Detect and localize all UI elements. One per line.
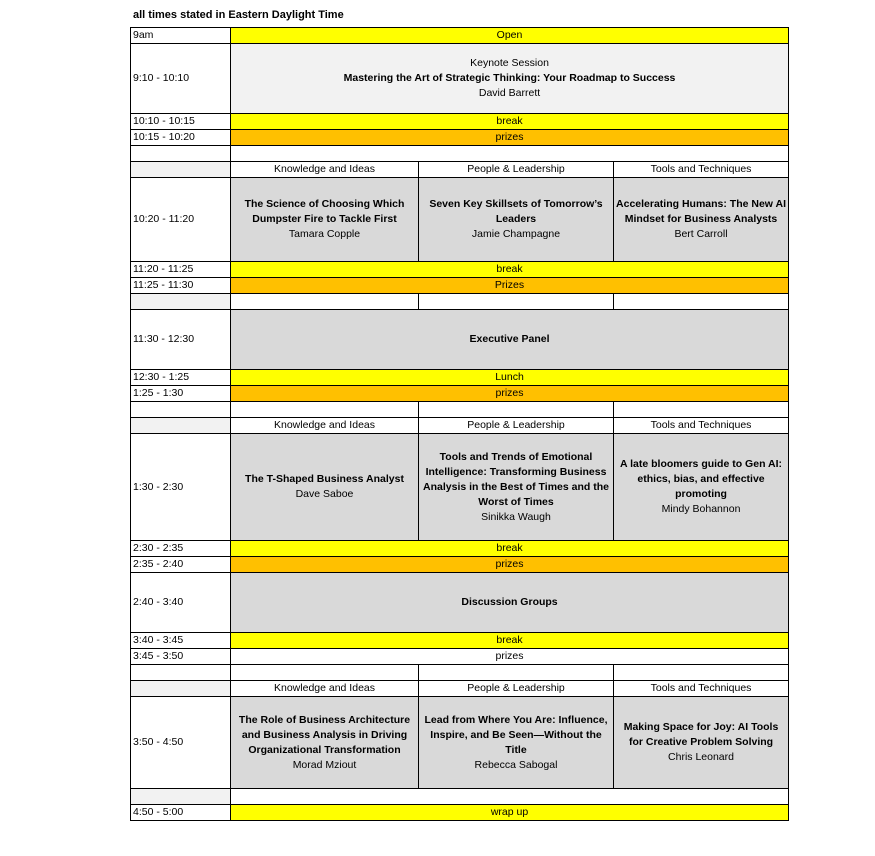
track-header-row [131, 418, 789, 434]
talk-speaker: Tamara Copple [288, 228, 361, 240]
time-cell: 9:10 - 10:10 [131, 44, 231, 114]
time-cell: 2:35 - 2:40 [131, 557, 231, 573]
spacer-cell [231, 146, 789, 162]
prizes-cell: prizes [231, 649, 789, 665]
talk-title: The T-Shaped Business Analyst [245, 473, 404, 485]
keynote-title: Mastering the Art of Strategic Thinking: Your Roadmap to Success [343, 72, 676, 84]
time-cell: 10:15 - 10:20 [131, 130, 231, 146]
panel-title: Executive Panel [469, 333, 550, 345]
break-cell: break [231, 541, 789, 557]
talk-title: Lead from Where You Are: Influence, Inspire, and Be Seen—Without the Title [424, 713, 608, 756]
track-header-tools: Tools and Techniques [614, 162, 789, 178]
header-blank-cell [131, 418, 231, 434]
time-cell: 3:45 - 3:50 [131, 649, 231, 665]
talk-title: Tools and Trends of Emotional Intelligence: Transforming Business Analysis in the Best of Times and the Worst of Times [423, 450, 609, 508]
row-open [131, 28, 789, 44]
spacer-cell [131, 402, 231, 418]
header-blank-cell [131, 162, 231, 178]
talk-title: The Science of Choosing Which Dumpster Fire to Tackle First [244, 198, 405, 225]
talk-cell [231, 178, 419, 262]
track-header-people: People & Leadership [419, 418, 614, 434]
talk-speaker: Jamie Champagne [471, 228, 561, 240]
track-header-people: People & Leadership [419, 681, 614, 697]
row-wrap-up [131, 805, 789, 821]
spacer-cell [131, 789, 231, 805]
spacer-cell [614, 402, 789, 418]
header-blank-cell [131, 681, 231, 697]
row-prizes [131, 130, 789, 146]
discussion-title: Discussion Groups [461, 596, 558, 608]
prizes-cell: prizes [231, 130, 789, 146]
timezone-note: all times stated in Eastern Daylight Time [133, 9, 344, 21]
spacer-row [131, 665, 789, 681]
row-prizes [131, 278, 789, 294]
time-cell: 10:10 - 10:15 [131, 114, 231, 130]
track-header-knowledge: Knowledge and Ideas [231, 162, 419, 178]
talk-title: The Role of Business Architecture and Business Analysis in Driving Organizational Transformation [238, 713, 411, 756]
time-cell: 4:50 - 5:00 [131, 805, 231, 821]
talk-title: Seven Key Skillsets of Tomorrow’s Leaders [429, 198, 603, 225]
keynote-cell [231, 44, 789, 114]
break-cell: break [231, 114, 789, 130]
time-cell: 11:25 - 11:30 [131, 278, 231, 294]
talk-cell [614, 178, 789, 262]
talk-speaker: Bert Carroll [674, 228, 728, 240]
spacer-cell [231, 402, 419, 418]
lunch-cell: Lunch [231, 370, 789, 386]
time-cell: 12:30 - 1:25 [131, 370, 231, 386]
schedule-table [130, 27, 789, 821]
panel-cell [231, 310, 789, 370]
talk-speaker: Morad Mziout [292, 758, 357, 771]
talk-cell [231, 697, 419, 789]
spacer-cell [614, 665, 789, 681]
talk-speaker: Chris Leonard [668, 751, 734, 763]
row-break [131, 262, 789, 278]
track-header-row [131, 162, 789, 178]
track-header-tools: Tools and Techniques [614, 418, 789, 434]
spacer-cell [231, 294, 419, 310]
time-cell: 3:40 - 3:45 [131, 633, 231, 649]
talk-cell [614, 697, 789, 789]
talk-cell [419, 434, 614, 541]
talk-cell [614, 434, 789, 541]
talk-cell [419, 178, 614, 262]
row-prizes [131, 649, 789, 665]
row-session-2 [131, 434, 789, 541]
talk-cell [419, 697, 614, 789]
spacer-cell [131, 146, 231, 162]
discussion-cell [231, 573, 789, 633]
spacer-cell [614, 294, 789, 310]
keynote-label: Keynote Session [470, 57, 549, 69]
spacer-cell [131, 294, 231, 310]
spacer-row [131, 146, 789, 162]
time-cell: 9am [131, 28, 231, 44]
time-cell: 11:30 - 12:30 [131, 310, 231, 370]
wrap-up-cell: wrap up [231, 805, 789, 821]
spacer-cell [419, 402, 614, 418]
spacer-row [131, 402, 789, 418]
time-cell: 1:30 - 2:30 [131, 434, 231, 541]
talk-title: Making Space for Joy: AI Tools for Creative Problem Solving [623, 721, 779, 748]
row-break [131, 114, 789, 130]
row-prizes [131, 386, 789, 402]
spacer-row [131, 789, 789, 805]
spacer-cell [131, 665, 231, 681]
row-break [131, 633, 789, 649]
track-header-people: People & Leadership [419, 162, 614, 178]
open-cell: Open [231, 28, 789, 44]
time-cell: 10:20 - 11:20 [131, 178, 231, 262]
row-session-1 [131, 178, 789, 262]
spacer-cell [419, 665, 614, 681]
time-cell: 11:20 - 11:25 [131, 262, 231, 278]
time-cell: 2:30 - 2:35 [131, 541, 231, 557]
keynote-speaker: David Barrett [478, 87, 541, 99]
spacer-row [131, 294, 789, 310]
row-prizes [131, 557, 789, 573]
time-cell: 2:40 - 3:40 [131, 573, 231, 633]
talk-title: Accelerating Humans: The New AI Mindset for Business Analysts [616, 198, 786, 225]
track-header-knowledge: Knowledge and Ideas [231, 681, 419, 697]
prizes-cell: prizes [231, 557, 789, 573]
talk-title: A late bloomers guide to Gen AI: ethics, bias, and effective promoting [620, 458, 783, 500]
talk-speaker: Sinikka Waugh [481, 510, 551, 523]
time-cell: 3:50 - 4:50 [131, 697, 231, 789]
talk-cell [231, 434, 419, 541]
track-header-row [131, 681, 789, 697]
track-header-knowledge: Knowledge and Ideas [231, 418, 419, 434]
time-cell: 1:25 - 1:30 [131, 386, 231, 402]
talk-speaker: Dave Saboe [295, 488, 354, 500]
spacer-cell [231, 789, 789, 805]
break-cell: break [231, 633, 789, 649]
prizes-cell: Prizes [231, 278, 789, 294]
row-discussion-groups [131, 573, 789, 633]
row-session-3 [131, 697, 789, 789]
row-executive-panel [131, 310, 789, 370]
prizes-cell: prizes [231, 386, 789, 402]
spacer-cell [231, 665, 419, 681]
talk-speaker: Mindy Bohannon [661, 503, 741, 515]
break-cell: break [231, 262, 789, 278]
row-keynote [131, 44, 789, 114]
talk-speaker: Rebecca Sabogal [474, 758, 558, 771]
spacer-cell [419, 294, 614, 310]
row-break [131, 541, 789, 557]
track-header-tools: Tools and Techniques [614, 681, 789, 697]
row-lunch [131, 370, 789, 386]
